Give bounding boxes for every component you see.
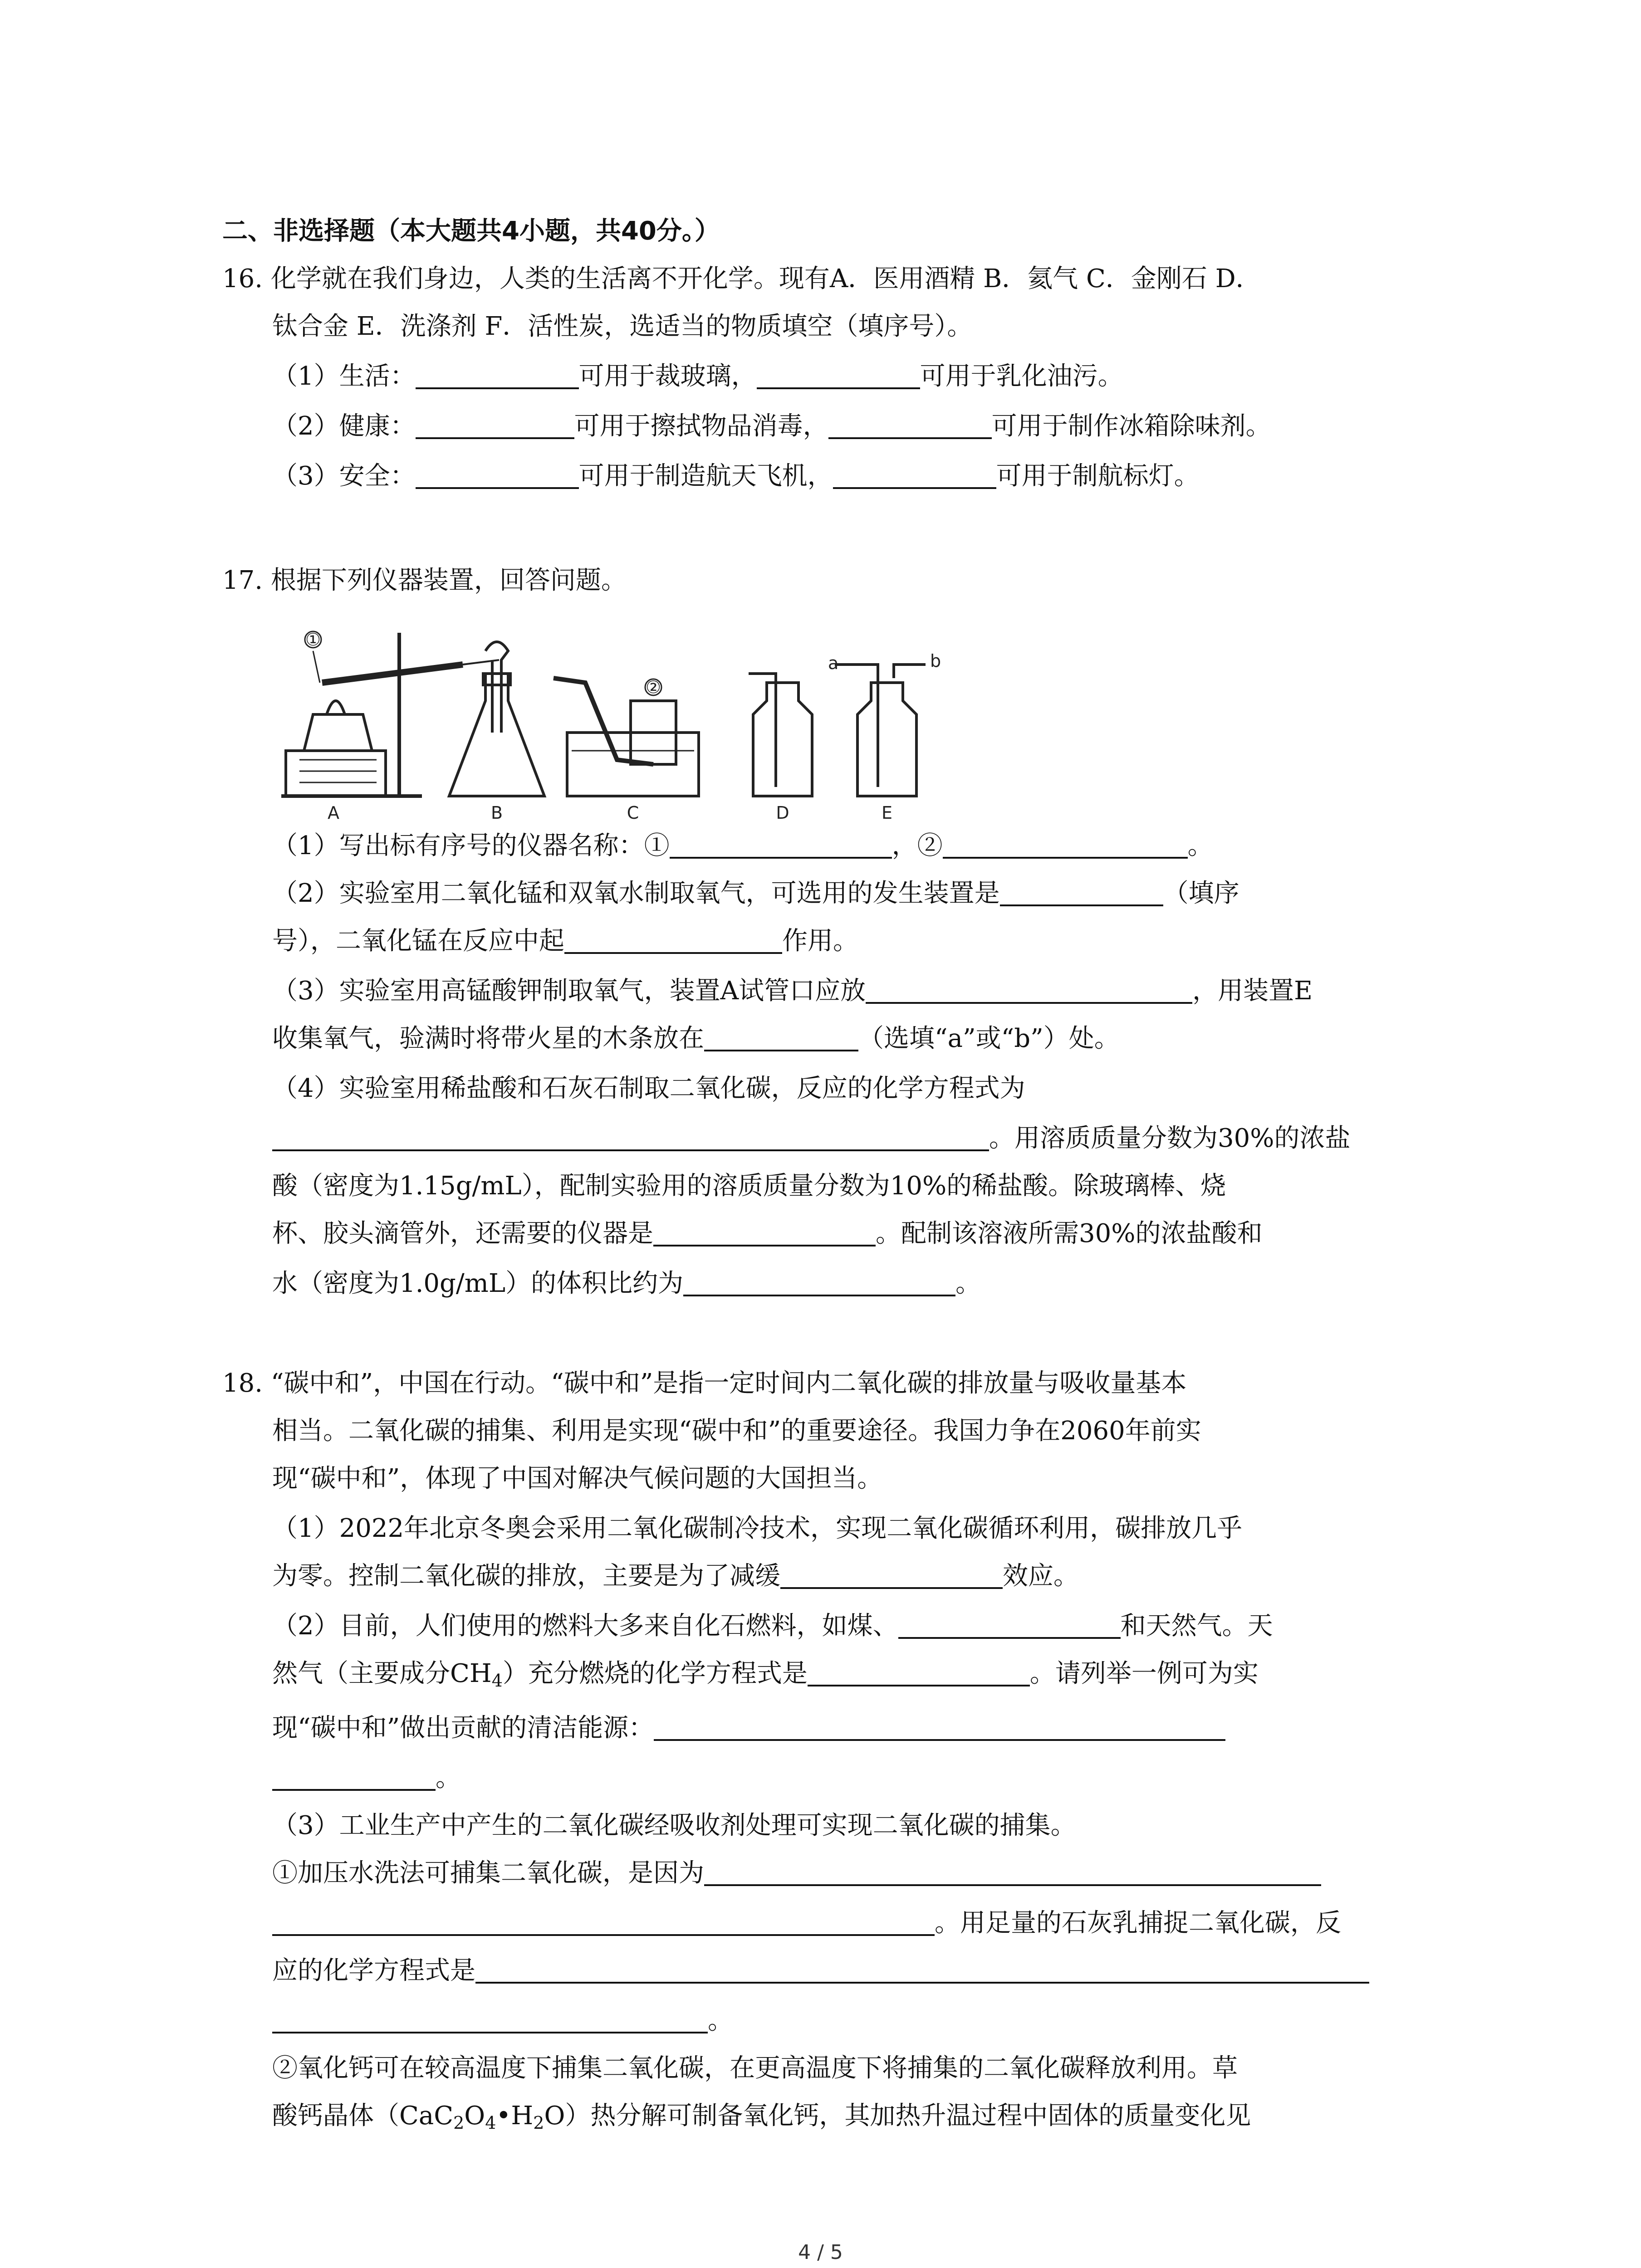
q17-part3-line2: 收集氧气，验满时将带火星的木条放在 （选填“a”或“b”）处。 xyxy=(272,1024,1120,1053)
answer-blank[interactable] xyxy=(416,411,574,439)
answer-blank[interactable] xyxy=(272,2005,708,2033)
apparatus-b xyxy=(449,642,544,823)
label-a: A xyxy=(328,803,339,823)
answer-blank[interactable] xyxy=(866,976,1192,1004)
answer-blank[interactable] xyxy=(416,361,579,389)
q18-part3-line3: 。用足量的石灰乳捕捉二氧化碳，反 xyxy=(272,1905,1341,1941)
answer-blank[interactable] xyxy=(808,1658,1030,1686)
port-a-label: a xyxy=(828,653,839,673)
answer-blank[interactable] xyxy=(272,1123,989,1151)
answer-blank[interactable] xyxy=(564,926,782,954)
label-b: B xyxy=(490,803,503,823)
answer-blank[interactable] xyxy=(833,461,996,489)
q17-part4-line4: 杯、胶头滴管外，还需要的仪器是 。配制该溶液所需30%的浓盐酸和 xyxy=(272,1219,1263,1248)
q18-part3-line7: 酸钙晶体$(CaC_2O_4•H_2O)$热分解可制备氧化钙，其加热升温过程中固体的质量变化见 xyxy=(272,2101,1251,2133)
answer-blank[interactable] xyxy=(683,1268,955,1296)
apparatus-e xyxy=(828,651,941,823)
answer-blank[interactable] xyxy=(757,361,920,389)
q18-part3-line2: ①加压水洗法可捕集二氧化碳，是因为 xyxy=(272,1855,1321,1892)
q16-stem-line2: 钛合金 E．洗涤剂 F．活性炭，选适当的物质填空（填序号）。 xyxy=(272,312,973,341)
q16-part3: （3）安全： 可用于制造航天飞机， 可用于制航标灯。 xyxy=(272,461,1200,491)
answer-blank[interactable] xyxy=(416,461,579,489)
q18-stem-line1: 18. “碳中和”，中国在行动。“碳中和”是指一定时间内二氧化碳的排放量与吸收量基本 xyxy=(222,1369,1187,1398)
q17-part4-line1: （4）实验室用稀盐酸和石灰石制取二氧化碳，反应的化学方程式为 xyxy=(272,1074,1025,1103)
label-e: E xyxy=(881,803,893,823)
answer-blank[interactable] xyxy=(943,831,1188,859)
q17-part1: （1）写出标有序号的仪器名称：① ，② 。 xyxy=(272,831,1213,860)
apparatus-c xyxy=(554,677,699,823)
q17-part4-line3: 酸（密度为1.15g/mL），配制实验用的溶质质量分数为10%的稀盐酸。除玻璃棒、烧 xyxy=(272,1171,1226,1201)
apparatus-figure xyxy=(272,615,1497,823)
q16-part2: （2）健康： 可用于擦拭物品消毒， 可用于制作冰箱除味剂。 xyxy=(272,411,1271,441)
answer-blank[interactable] xyxy=(898,1611,1121,1639)
answer-blank[interactable] xyxy=(670,831,892,859)
q17-part2-line1: （2）实验室用二氧化锰和双氧水制取氧气，可选用的发生装置是 （填序 xyxy=(272,879,1239,908)
q18-part2-line2: 然气（主要成分$CH_4$）充分燃烧的化学方程式是 。请列举一例可为实 xyxy=(272,1659,1259,1691)
answer-blank[interactable] xyxy=(704,1023,858,1051)
label-c: C xyxy=(627,803,639,823)
q17-part2-line2: 号），二氧化锰在反应中起 作用。 xyxy=(272,926,858,956)
answer-blank[interactable] xyxy=(272,1763,436,1791)
answer-blank[interactable] xyxy=(828,411,992,439)
label-d: D xyxy=(776,803,789,823)
q17-stem: 17. 根据下列仪器装置，回答问题。 xyxy=(222,566,627,595)
page-number: 4 / 5 xyxy=(798,2241,843,2264)
q18-part1-line2: 为零。控制二氧化碳的排放，主要是为了减缓 效应。 xyxy=(272,1561,1079,1591)
marker-2-label: ② xyxy=(645,677,661,697)
apparatus-d xyxy=(749,674,812,823)
answer-blank[interactable] xyxy=(475,1955,1369,1984)
answer-blank[interactable] xyxy=(704,1858,1321,1886)
q17-part3-line1: （3）实验室用高锰酸钾制取氧气，装置A试管口应放 ，用装置E xyxy=(272,976,1313,1006)
answer-blank[interactable] xyxy=(1000,878,1163,906)
q18-stem-line3: 现“碳中和”，体现了中国对解决气候问题的大国担当。 xyxy=(272,1464,883,1493)
q17-part4-line5: 水（密度为1.0g/mL）的体积比约为 。 xyxy=(272,1269,981,1298)
answer-blank[interactable] xyxy=(272,1908,935,1936)
q18-part3-line1: （3）工业生产中产生的二氧化碳经吸收剂处理可实现二氧化碳的捕集。 xyxy=(272,1811,1076,1840)
answer-blank[interactable] xyxy=(654,1713,1225,1741)
q18-part2-line3: 现“碳中和”做出贡献的清洁能源： xyxy=(272,1710,1225,1746)
port-b-label: b xyxy=(930,651,941,671)
q18-part2-line4: 。 xyxy=(272,1760,461,1796)
apparatus-a xyxy=(281,630,499,823)
answer-blank[interactable] xyxy=(653,1218,876,1246)
q16-part1: （1）生活： 可用于裁玻璃， 可用于乳化油污。 xyxy=(272,362,1123,391)
q18-part3-line5: 。 xyxy=(272,2003,733,2039)
marker-1-label: ① xyxy=(305,630,321,650)
q18-stem-line2: 相当。二氧化碳的捕集、利用是实现“碳中和”的重要途径。我国力争在2060年前实 xyxy=(272,1416,1201,1446)
q18-part3-line6: ②氧化钙可在较高温度下捕集二氧化碳，在更高温度下将捕集的二氧化碳释放利用。草 xyxy=(272,2053,1238,2083)
q16-stem-line1: 16. 化学就在我们身边，人类的生活离不开化学。现有A．医用酒精 B．氦气 C．金刚石 D． xyxy=(222,264,1261,293)
q18-part1-line1: （1）2022年北京冬奥会采用二氧化碳制冷技术，实现二氧化碳循环利用，碳排放几乎 xyxy=(272,1514,1243,1543)
section-title: 二、非选择题（本大题共4小题，共40分。） xyxy=(222,216,720,246)
q18-part2-line1: （2）目前，人们使用的燃料大多来自化石燃料，如煤、 和天然气。天 xyxy=(272,1611,1273,1641)
answer-blank[interactable] xyxy=(780,1561,1003,1589)
q17-part4-line2: 。用溶质质量分数为30%的浓盐 xyxy=(272,1120,1350,1157)
q18-part3-line4: 应的化学方程式是 xyxy=(272,1953,1369,1989)
